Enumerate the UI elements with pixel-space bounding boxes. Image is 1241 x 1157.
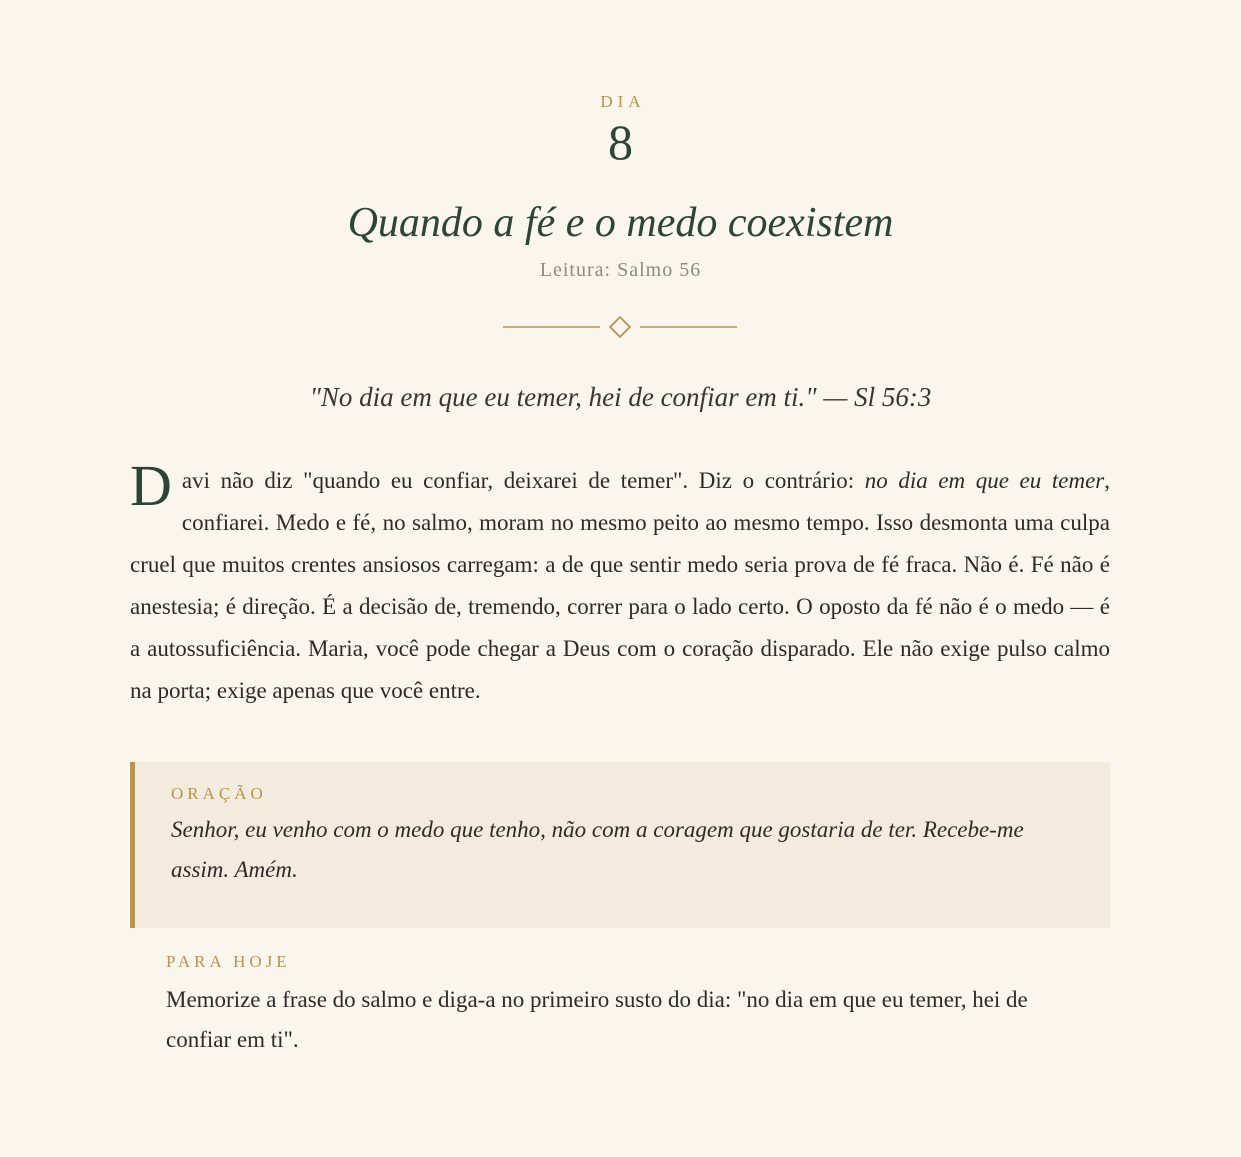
day-number: 8 [608, 114, 633, 170]
today-section [166, 952, 1066, 1060]
day-label: DIA [600, 92, 646, 111]
reading-reference: Leitura: Salmo 56 [539, 259, 702, 281]
diamond-divider-icon [503, 316, 737, 338]
page-title: Quando a fé e o medo coexistem [347, 200, 894, 246]
drop-cap: D [130, 453, 172, 518]
today-label: PARA HOJE [166, 952, 291, 971]
prayer-text: Senhor, eu venho com o medo que tenho, não com a coragem que gostaria de ter. Recebe-me assim. Amém. [171, 817, 1024, 882]
prayer-box [130, 762, 1110, 928]
today-text: Memorize a frase do salmo e diga-a no primeiro susto do dia: "no dia em que eu temer, hei de confiar em ti". [166, 987, 1028, 1052]
reflection-text [130, 453, 1110, 712]
reflection-emphasis: no dia em que eu temer [864, 468, 1105, 493]
reflection-part-1: avi não diz "quando eu confiar, deixarei de temer". Diz o contrário: [181, 468, 865, 493]
key-verse: "No dia em que eu temer, hei de confiar em ti." — Sl 56:3 [309, 382, 932, 412]
prayer-label: ORAÇÃO [171, 784, 267, 803]
reflection-part-2: , confiarei. Medo e fé, no salmo, moram no mesmo peito ao mesmo tempo. Isso desmonta uma culpa cruel que muitos crentes ansiosos carregam: a de que sentir medo seria prova de fé fraca. Não é. Fé não é anestesia; é direção. É a decisão de, tremendo, correr para o lado certo. O oposto da fé não é o medo — é a autossuficiência. Maria, você pode chegar a Deus com o coração disparado. Ele não exige pulso calmo na porta; exige apenas que você entre. [130, 468, 1110, 703]
